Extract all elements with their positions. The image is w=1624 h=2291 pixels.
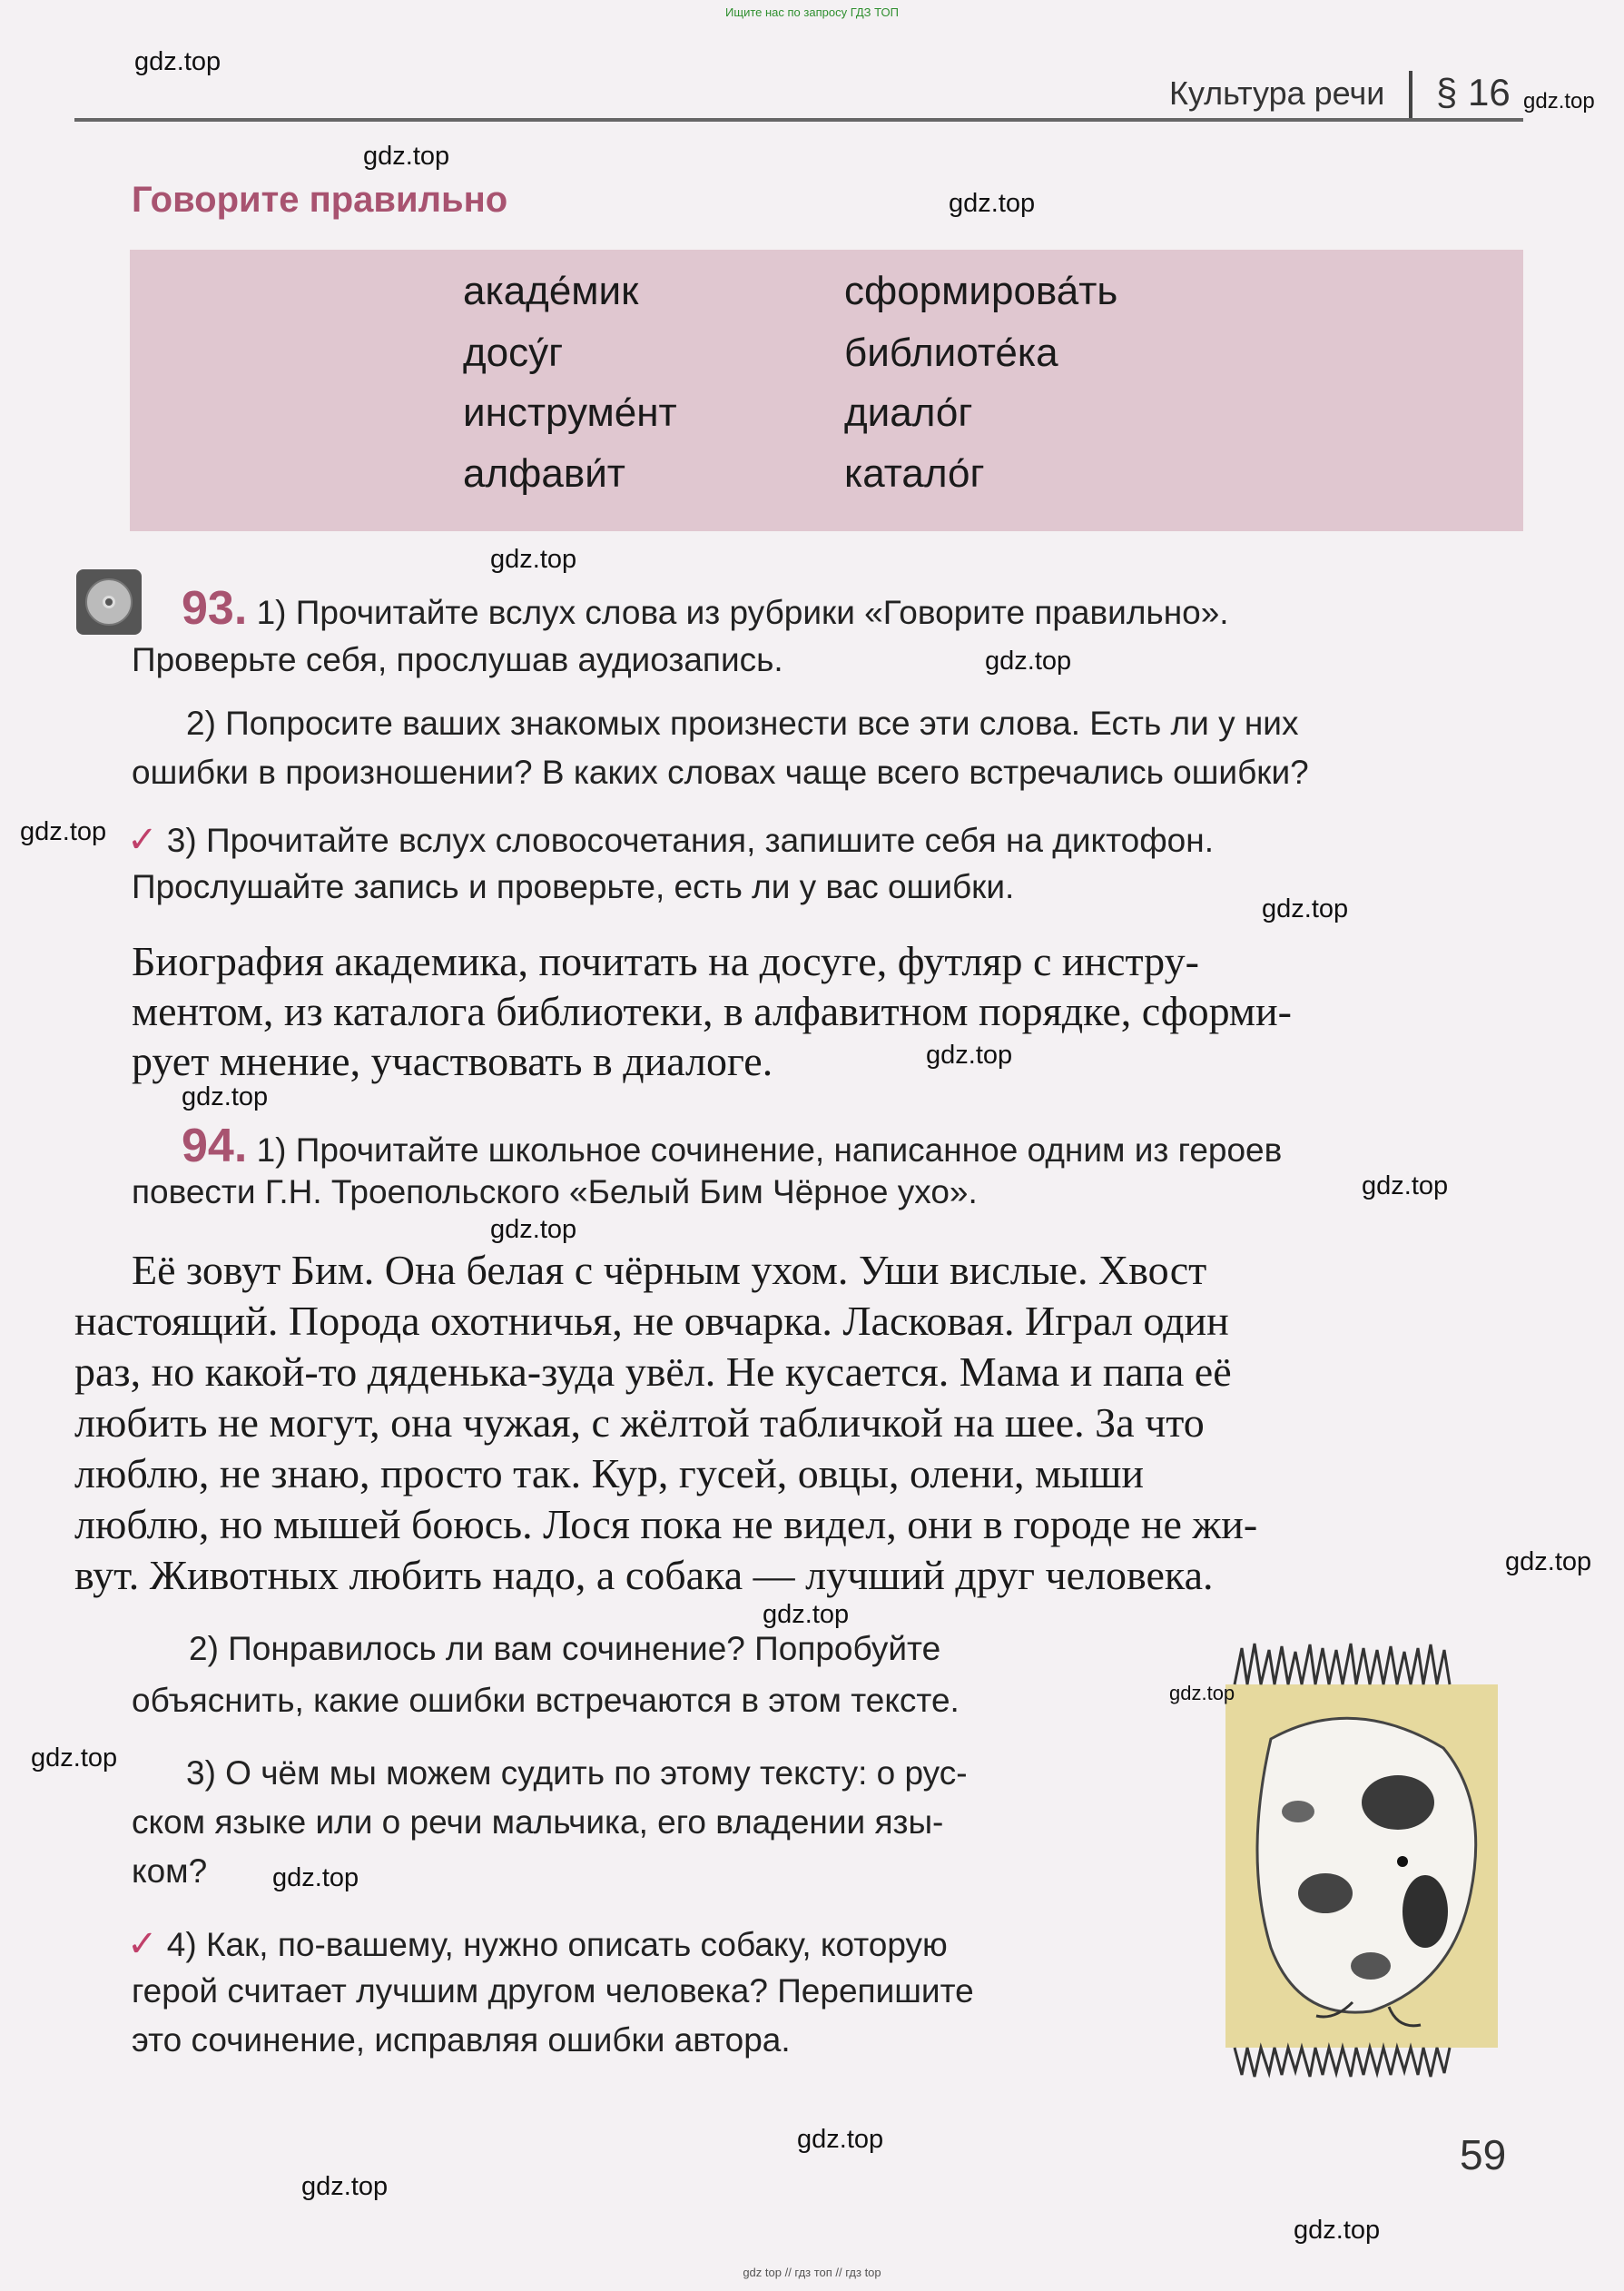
ex93-text-line2: ментом, из каталога библиотеки, в алфавитном порядке, сформи- bbox=[132, 988, 1292, 1034]
ex94-text-line3: раз, но какой-то дяденька-зуда увёл. Не кусается. Мама и папа её bbox=[74, 1348, 1232, 1395]
exercise-number-94: 94. bbox=[182, 1120, 248, 1172]
watermark: gdz.top bbox=[363, 142, 450, 171]
watermark: gdz.top bbox=[20, 817, 107, 846]
ex94-p2-line1: 2) Понравилось ли вам сочинение? Попробуйте bbox=[189, 1630, 941, 1667]
exercise-number-93: 93. bbox=[182, 582, 248, 635]
top-note: Ищите нас по запросу ГДЗ ТОП bbox=[725, 5, 899, 19]
watermark: gdz.top bbox=[301, 2172, 389, 2201]
rubric-word: досу́г bbox=[463, 331, 564, 375]
checkmark-icon: ✓ bbox=[127, 820, 158, 860]
watermark: gdz.top bbox=[1169, 1682, 1235, 1704]
ex94-p1-line2: повести Г.Н. Троепольского «Белый Бим Чёрное ухо». bbox=[132, 1173, 978, 1210]
header-title: Культура речи bbox=[1169, 74, 1385, 112]
ex94-p3-line1: 3) О чём мы можем судить по этому тексту: о рус- bbox=[186, 1754, 968, 1792]
ex93-text-line3: рует мнение, участвовать в диалоге. bbox=[132, 1038, 773, 1084]
ex94-text-line6: люблю, но мышей боюсь. Лося пока не видел, они в городе не жи- bbox=[74, 1501, 1258, 1547]
watermark: gdz.top bbox=[134, 47, 221, 76]
ex94-p4-line3: это сочинение, исправляя ошибки автора. bbox=[132, 2021, 791, 2059]
rubric-title: Говорите правильно bbox=[132, 180, 508, 220]
watermark: gdz.top bbox=[490, 1215, 577, 1244]
ex93-p2-line1: 2) Попросите ваших знакомых произнести все эти слова. Есть ли у них bbox=[186, 705, 1299, 742]
watermark: gdz.top bbox=[272, 1863, 359, 1892]
watermark: gdz.top bbox=[182, 1082, 269, 1111]
ex93-p2-line2: ошибки в произношении? В каких словах чаще всего встречались ошибки? bbox=[132, 754, 1309, 791]
watermark: gdz.top bbox=[31, 1743, 118, 1773]
watermark: gdz.top bbox=[797, 2125, 884, 2154]
ex93-p1-line2: Проверьте себя, прослушав аудиозапись. bbox=[132, 641, 783, 678]
rubric-word: катало́г bbox=[844, 451, 985, 496]
rubric-word: инструме́нт bbox=[463, 390, 677, 435]
watermark: gdz.top bbox=[949, 189, 1036, 218]
watermark: gdz.top bbox=[1505, 1547, 1592, 1576]
section-number: § 16 bbox=[1436, 71, 1511, 114]
ex94-text-line1: Её зовут Бим. Она белая с чёрным ухом. Уши вислые. Хвост bbox=[132, 1247, 1207, 1293]
ex94-p3-line2: ском языке или о речи мальчика, его владении язы- bbox=[132, 1803, 944, 1841]
dog-illustration bbox=[1216, 1621, 1507, 2084]
watermark: gdz.top bbox=[1294, 2216, 1381, 2245]
rubric-word: библиоте́ка bbox=[844, 331, 1058, 375]
ex94-text-line4: любить не могут, она чужая, с жёлтой табличкой на шее. За что bbox=[74, 1399, 1205, 1446]
ex94-text-line7: вут. Животных любить надо, а собака — лучший друг человека. bbox=[74, 1552, 1214, 1598]
ex93-p1-line1: 93. 1) Прочитайте вслух слова из рубрики «Говорите правильно». bbox=[182, 582, 1229, 635]
rubric-box bbox=[130, 250, 1523, 531]
header-divider bbox=[1409, 71, 1412, 122]
checkmark-icon: ✓ bbox=[127, 1924, 158, 1964]
ex94-p4-line2: герой считает лучшим другом человека? Перепишите bbox=[132, 1972, 974, 2010]
ex93-p3-line1: ✓ 3) Прочитайте вслух словосочетания, запишите себя на диктофон. bbox=[127, 820, 1214, 860]
ex93-p3-line2: Прослушайте запись и проверьте, есть ли у вас ошибки. bbox=[132, 868, 1015, 905]
watermark: gdz.top bbox=[1362, 1171, 1449, 1200]
rubric-word: акаде́мик bbox=[463, 269, 639, 313]
watermark: gdz.top bbox=[1523, 89, 1595, 114]
ex94-text-line2: настоящий. Порода охотничья, не овчарка. Ласковая. Играл один bbox=[74, 1298, 1229, 1344]
ex94-text-line5: люблю, не знаю, просто так. Кур, гусей, овцы, олени, мыши bbox=[74, 1450, 1145, 1496]
watermark: gdz.top bbox=[926, 1041, 1013, 1070]
watermark: gdz.top bbox=[763, 1600, 850, 1629]
bottom-note: gdz top // гдз топ // гдз top bbox=[743, 2266, 881, 2279]
ex94-p2-line2: объяснить, какие ошибки встречаются в этом тексте. bbox=[132, 1682, 960, 1719]
ex94-p1-line1: 94. 1) Прочитайте школьное сочинение, написанное одним из героев bbox=[182, 1120, 1283, 1172]
audio-disc-icon[interactable] bbox=[76, 569, 142, 635]
watermark: gdz.top bbox=[490, 545, 577, 574]
rubric-word: алфави́т bbox=[463, 451, 625, 496]
watermark: gdz.top bbox=[1262, 894, 1349, 923]
watermark: gdz.top bbox=[985, 647, 1072, 676]
ex94-p4-line1: ✓ 4) Как, по-вашему, нужно описать собаку, которую bbox=[127, 1924, 948, 1964]
ex93-text-line1: Биография академика, почитать на досуге, футляр с инстру- bbox=[132, 938, 1199, 984]
header-rule bbox=[74, 118, 1523, 122]
rubric-word: сформирова́ть bbox=[844, 269, 1118, 313]
page-number: 59 bbox=[1460, 2131, 1507, 2178]
ex94-p3-line3: ком? bbox=[132, 1852, 208, 1890]
rubric-word: диало́г bbox=[844, 390, 973, 435]
